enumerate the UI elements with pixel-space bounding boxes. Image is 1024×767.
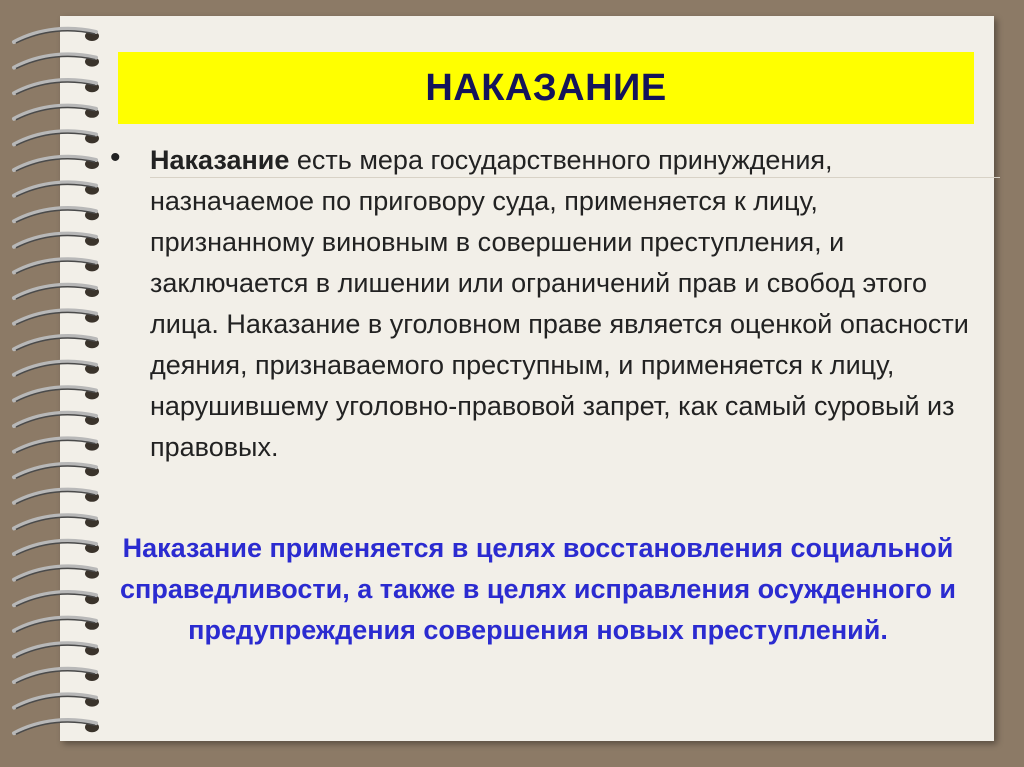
definition-paragraph (150, 140, 980, 468)
spiral-ring (14, 387, 99, 401)
spiral-ring (14, 643, 99, 657)
spiral-ring (14, 592, 99, 606)
spiral-ring (14, 106, 99, 120)
spiral-ring (14, 438, 99, 452)
title-banner (118, 52, 974, 124)
spiral-ring (14, 80, 99, 94)
spiral-ring (14, 29, 99, 43)
spiral-ring (14, 464, 99, 478)
spiral-ring (14, 310, 99, 324)
spiral-ring (14, 259, 99, 273)
spiral-ring (14, 336, 99, 350)
spiral-ring (14, 362, 99, 376)
spiral-binding-icon (0, 0, 120, 767)
spiral-ring (14, 285, 99, 299)
spiral-ring (14, 694, 99, 708)
spiral-ring (14, 720, 99, 734)
slide-title: НАКАЗАНИЕ (425, 66, 667, 109)
spiral-ring (14, 54, 99, 68)
spiral-ring (14, 234, 99, 248)
definition-term: Наказание (150, 145, 290, 175)
spiral-ring (14, 515, 99, 529)
spiral-ring (14, 669, 99, 683)
spiral-ring (14, 413, 99, 427)
definition-text: есть мера государственного принуждения, назначаемое по приговору суда, применяется к лицу, признанному виновным в совершении преступления, и заключается в лишении или ограничений прав и свобод этого лица. Наказание в уголовном праве является оценкой опасности деяния, признаваемого преступным, и применяется к лицу, нарушившему уголовно-правовой запрет, как самый суровый из правовых. (150, 145, 969, 462)
spiral-ring (14, 490, 99, 504)
spiral-ring (14, 541, 99, 555)
bullet-marker: • (110, 141, 121, 174)
spiral-ring (14, 618, 99, 632)
conclusion-text: Наказание применяется в целях восстановления социальной справедливости, а также в целях исправления осужденного и предупреждения совершения новых преступлений. (120, 533, 956, 645)
spiral-ring (14, 566, 99, 580)
spiral-ring (14, 131, 99, 145)
spiral-ring (14, 157, 99, 171)
spiral-ring (14, 208, 99, 222)
spiral-ring (14, 182, 99, 196)
